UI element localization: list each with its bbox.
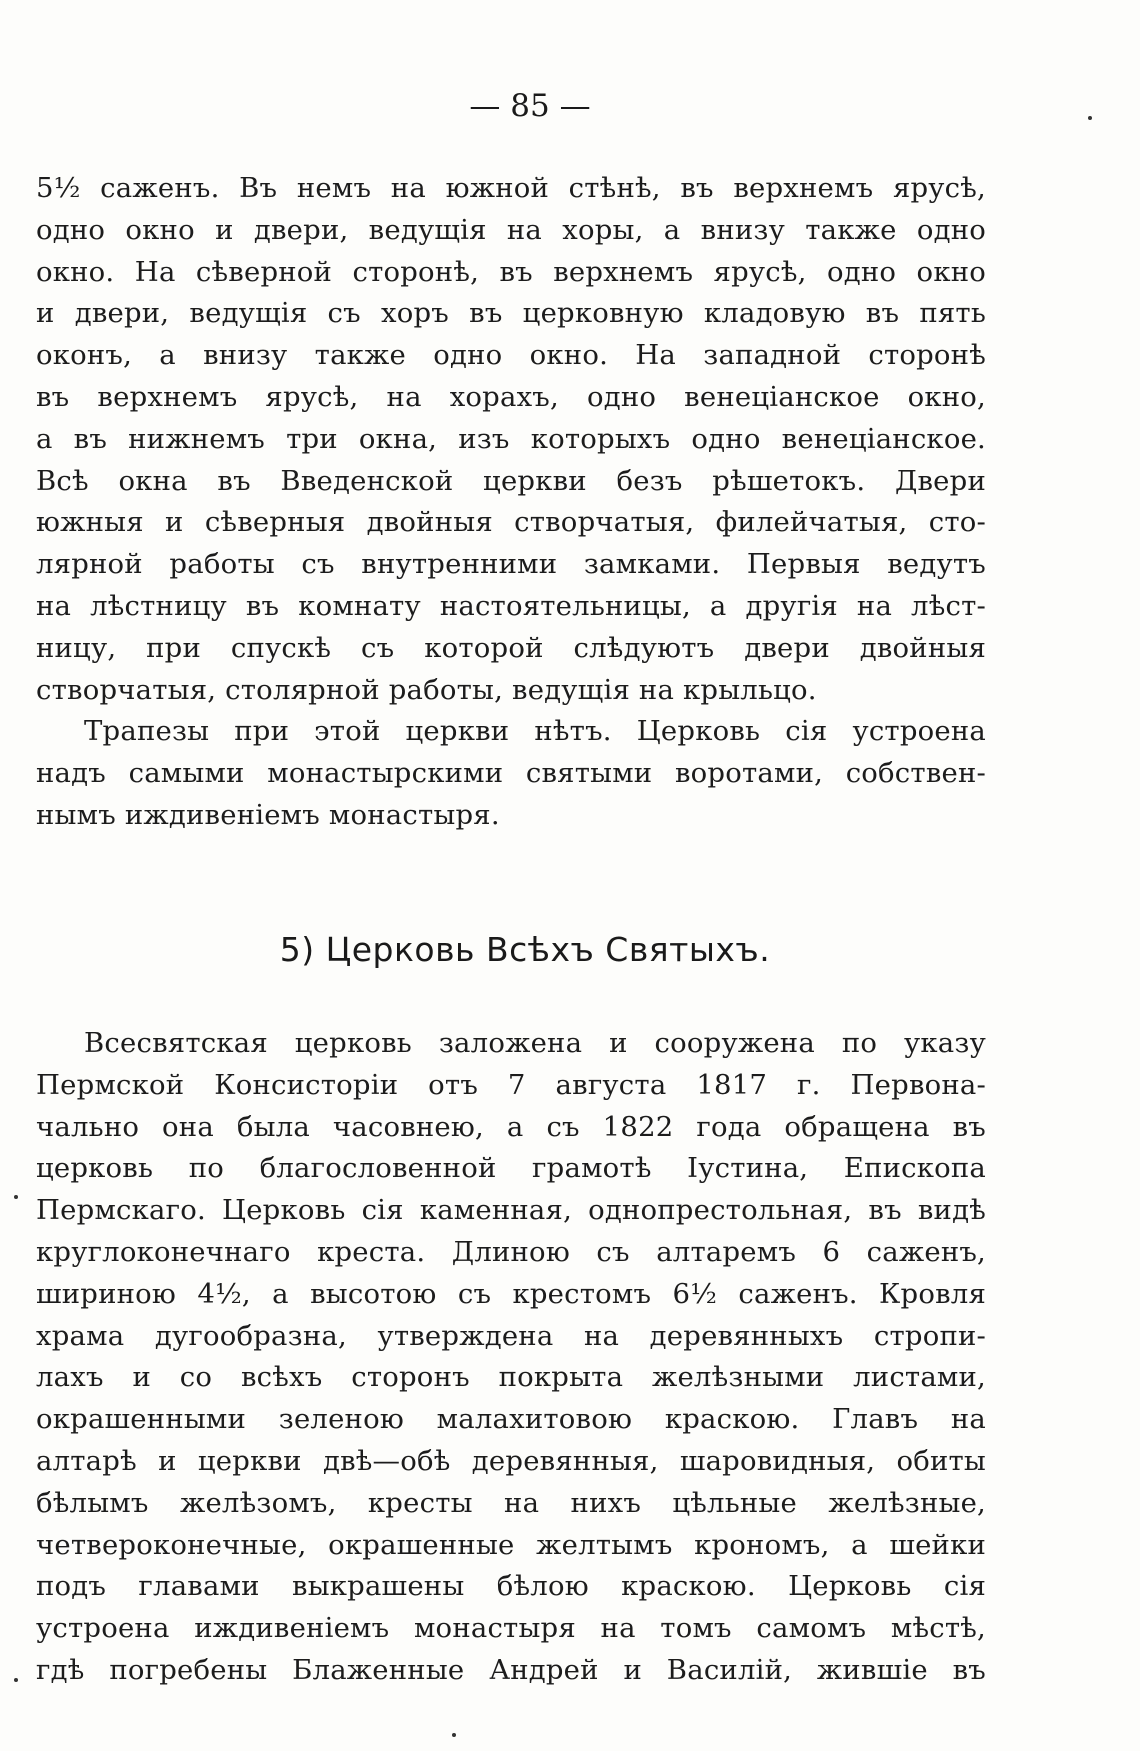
text-line: подъ главами выкрашены бѣлою краскою. Церковь сія <box>36 1570 986 1603</box>
section-heading: 5) Церковь Всѣхъ Святыхъ. <box>279 930 771 969</box>
text-line: надъ самыми монастырскими святыми воротами, собствен- <box>36 757 986 790</box>
text-line: на лѣстницу въ комнату настоятельницы, а другія на лѣст- <box>36 589 986 622</box>
text-line: устроена иждивеніемъ монастыря на томъ самомъ мѣстѣ, <box>36 1612 986 1645</box>
text-line: алтарѣ и церкви двѣ—обѣ деревянныя, шаровидныя, обиты <box>36 1444 986 1477</box>
text-line: церковь по благословенной грамотѣ Іустина, Епископа <box>36 1152 986 1185</box>
text-block-all-saints-church <box>36 1023 986 1692</box>
text-line: оконъ, а внизу также одно окно. На западной сторонѣ <box>36 339 986 372</box>
text-line: Всѣ окна въ Введенской церкви безъ рѣшетокъ. Двери <box>36 464 986 497</box>
text-line: гдѣ погребены Блаженные Андрей и Василій, жившіе въ <box>36 1653 986 1686</box>
text-line: ницу, при спускѣ съ которой слѣдуютъ двери двойныя <box>36 631 986 664</box>
text-line: храма дугообразна, утверждена на деревянныхъ стропи- <box>36 1319 986 1352</box>
text-line: бѣлымъ желѣзомъ, кресты на нихъ цѣльные желѣзные, <box>36 1486 986 1519</box>
text-line: лахъ и со всѣхъ сторонъ покрыта желѣзными листами, <box>36 1361 986 1394</box>
text-line: окрашенными зеленою малахитовою краскою. Главъ на <box>36 1403 986 1436</box>
text-line: одно окно и двери, ведущія на хоры, а внизу также одно <box>36 213 986 246</box>
text-line: а въ нижнемъ три окна, изъ которыхъ одно венеціанское. <box>36 422 986 455</box>
scan-speck <box>14 1678 18 1682</box>
text-line: 5½ саженъ. Въ немъ на южной стѣнѣ, въ верхнемъ ярусѣ, <box>36 172 986 204</box>
text-line: шириною 4½, а высотою съ крестомъ 6½ саженъ. Кровля <box>36 1277 986 1310</box>
text-line: круглоконечнаго креста. Длиною съ алтаремъ 6 саженъ, <box>36 1235 986 1268</box>
text-line: Пермской Консисторіи отъ 7 августа 1817 г. Первона- <box>36 1068 986 1101</box>
text-line: Всесвятская церковь заложена и сооружена по указу <box>84 1027 986 1059</box>
text-line: окно. На сѣверной сторонѣ, въ верхнемъ ярусѣ, одно окно <box>36 255 986 288</box>
text-line: чально она была часовнею, а съ 1822 года обращена въ <box>36 1110 986 1143</box>
text-block-church-description <box>36 168 986 837</box>
scan-speck <box>452 1733 456 1737</box>
text-line: въ верхнемъ ярусѣ, на хорахъ, одно венеціанское окно, <box>36 380 986 413</box>
text-line: Пермскаго. Церковь сія каменная, однопрестольная, въ видѣ <box>36 1194 986 1227</box>
page-number: — 85 — <box>469 88 591 124</box>
text-line: и двери, ведущія съ хоръ въ церковную кладовую въ пять <box>36 297 986 330</box>
scan-speck <box>14 1195 18 1199</box>
text-line: четвероконечные, окрашенные желтымъ крономъ, а шейки <box>36 1528 986 1561</box>
text-line: Трапезы при этой церкви нѣтъ. Церковь сія устроена <box>84 715 986 748</box>
scan-speck <box>1088 116 1092 120</box>
text-line: лярной работы съ внутренними замками. Первыя ведутъ <box>36 548 986 581</box>
text-line: южныя и сѣверныя двойныя створчатыя, филейчатыя, сто- <box>36 506 986 539</box>
text-line: нымъ иждивеніемъ монастыря. <box>36 798 500 831</box>
text-line: створчатыя, столярной работы, ведущія на крыльцо. <box>36 673 817 706</box>
